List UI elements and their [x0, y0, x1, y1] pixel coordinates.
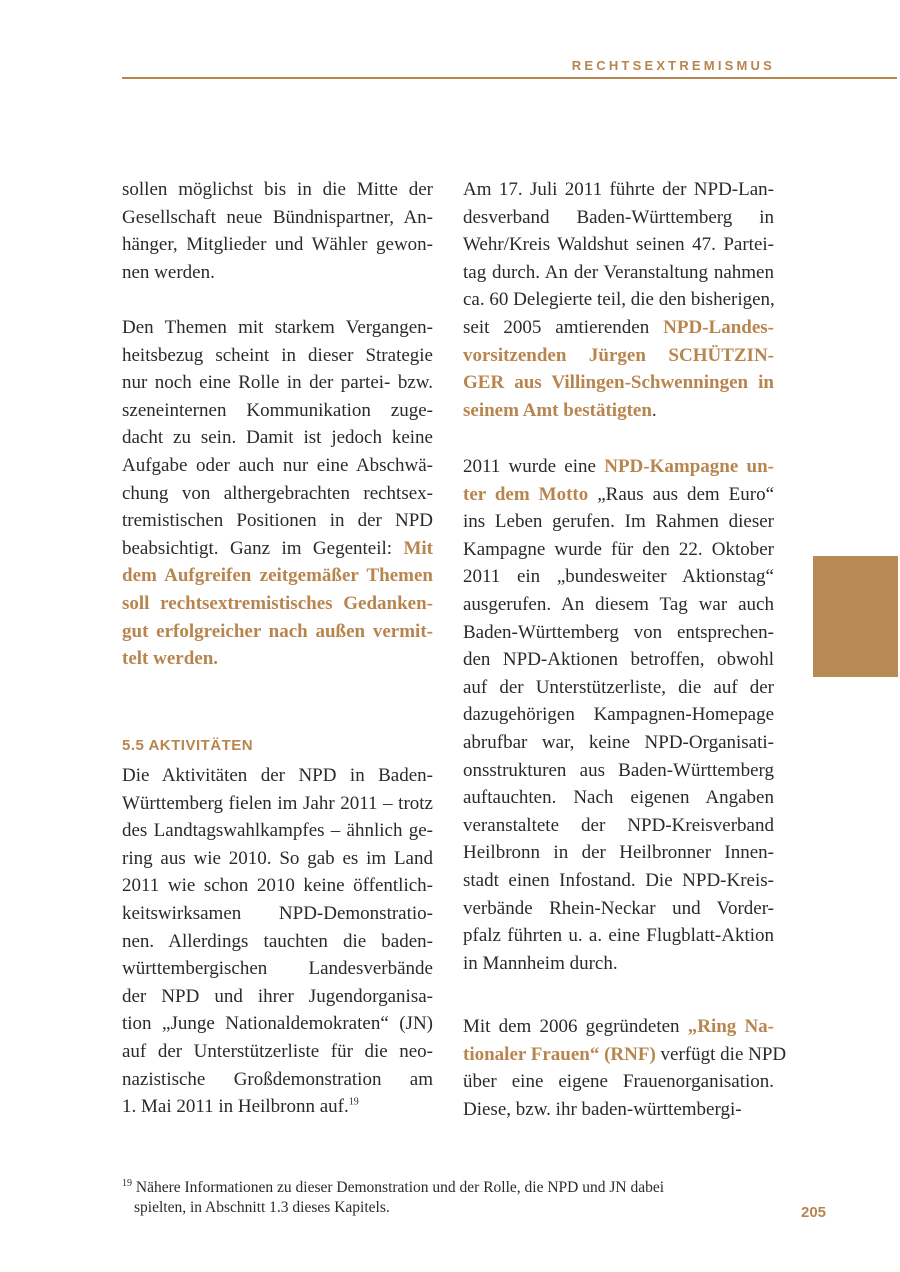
header-rule [122, 77, 897, 79]
text-run: 2011 ein „bundesweiter Aktionstag“ [463, 566, 774, 588]
text-run: Heilbronn in der Heilbronner Innen- [463, 842, 774, 864]
highlighted-text: dem Aufgreifen zeitgemäßer Themen [122, 565, 433, 587]
text-run: Mit dem 2006 gegründeten [463, 1016, 688, 1037]
text-run: Aufgabe oder auch nur eine Abschwä- [122, 454, 433, 476]
text-line [122, 1066, 433, 1094]
text-line [122, 204, 433, 232]
text-run: Den Themen mit starkem Vergangen- [122, 317, 433, 338]
text-run: 2011 wie schon 2010 keine öffentlich- [122, 875, 433, 897]
page-number: 205 [801, 1204, 827, 1221]
text-run: desverband Baden-Württemberg in [463, 206, 774, 228]
highlighted-text: NPD-Kampagne un- [604, 456, 774, 477]
text-line [122, 845, 433, 873]
highlighted-text: soll rechtsextremistisches Gedanken- [122, 592, 433, 614]
text-line [122, 955, 433, 983]
text-run: auftauchten. Nach eigenen Angaben [463, 787, 774, 809]
text-line [122, 762, 433, 790]
text-line [122, 618, 433, 646]
text-run: tion „Junge Nationaldemokraten“ (JN) [122, 1013, 433, 1035]
highlighted-text: gut erfolgreicher nach außen vermit- [122, 620, 433, 642]
text-line [122, 507, 433, 535]
text-run: Die Aktivitäten der NPD in Baden- [122, 765, 433, 786]
text-line [122, 1010, 433, 1038]
text-line [463, 701, 774, 729]
text-run: dacht zu sein. Damit ist jedoch keine [122, 427, 433, 449]
text-line [463, 397, 774, 425]
text-run: heitsbezug scheint in dieser Strategie [122, 344, 433, 366]
text-line [463, 1041, 787, 1069]
text-line [463, 1096, 774, 1124]
text-run: pfalz führten u. a. eine Flugblatt-Aktion [463, 925, 774, 947]
text-run: dazugehörigen Kampagnen-Homepage [463, 704, 774, 726]
text-run: szeneinternen Kommunikation zuge- [122, 399, 433, 421]
text-run: Baden-Württemberg von entsprechen- [463, 621, 774, 643]
text-line [463, 314, 774, 342]
text-line [463, 259, 774, 287]
text-line [463, 950, 774, 978]
text-run: Württemberg fielen im Jahr 2011 – trotz [122, 792, 433, 814]
text-line [463, 536, 774, 564]
text-line [122, 452, 433, 480]
text-run: ins Leben gerufen. Im Rahmen dieser [463, 511, 774, 533]
text-run: seit 2005 amtierenden [463, 316, 664, 338]
text-line [122, 562, 433, 590]
text-run: Am 17. Juli 2011 führte der NPD-Lan- [463, 179, 774, 200]
paragraph [463, 1013, 787, 1123]
text-run: 2011 wurde eine [463, 456, 605, 477]
text-run: auf der Unterstützerliste für die neo- [122, 1040, 433, 1062]
text-run: ca. 60 Delegierte teil, die den bisherigen, [463, 289, 775, 311]
highlighted-text: GER aus Villingen-Schwenningen in [463, 372, 774, 394]
footnote-text: spielten, in Abschnitt 1.3 dieses Kapitels. [134, 1199, 390, 1216]
text-line [463, 563, 774, 591]
text-line [463, 729, 774, 757]
text-line [463, 1013, 774, 1041]
text-run: Gesellschaft neue Bündnispartner, An- [122, 206, 433, 228]
paragraph [463, 453, 774, 977]
highlighted-text: vorsitzenden Jürgen SCHÜTZIN- [463, 344, 774, 366]
text-line [122, 176, 433, 204]
footnote-text: Nähere Informationen zu dieser Demonstration und der Rolle, die NPD und JN dabei [135, 1179, 665, 1196]
text-line [463, 453, 774, 481]
text-run: veranstaltete der NPD-Kreisverband [463, 814, 774, 836]
text-run: ausgerufen. An diesem Tag war auch [463, 593, 774, 615]
text-run: onsstrukturen aus Baden-Württemberg [463, 759, 774, 781]
text-line [122, 369, 433, 397]
text-run: der NPD und ihrer Jugendorganisa- [122, 985, 433, 1007]
text-line [122, 1038, 433, 1066]
text-line [463, 1068, 774, 1096]
highlighted-text: ter dem Motto [463, 483, 589, 505]
text-line [122, 342, 433, 370]
text-run: chung von althergebrachten rechtsex- [122, 482, 433, 504]
text-run: „Raus aus dem Euro“ [588, 483, 774, 505]
text-run: verbände Rhein-Neckar und Vorder- [463, 897, 774, 919]
text-line [122, 817, 433, 845]
text-run: 1. Mai 2011 in Heilbronn auf. [122, 1096, 349, 1118]
text-line [122, 480, 433, 508]
text-run: ring aus wie 2010. So gab es im Land [122, 847, 433, 869]
text-line [122, 983, 433, 1011]
highlighted-text: telt werden. [122, 648, 219, 670]
text-run: auf der Unterstützerliste, die auf der [463, 676, 774, 698]
text-line [463, 481, 774, 509]
paragraph [122, 176, 433, 286]
text-run: nazistische Großdemonstration am [122, 1068, 433, 1090]
text-run: über eine eigene Frauenorganisation. [463, 1071, 774, 1093]
text-run: hänger, Mitglieder und Wähler gewon- [122, 234, 433, 256]
text-line [122, 1093, 433, 1121]
text-run: tremistischen Positionen in der NPD [122, 510, 433, 532]
text-line [122, 231, 433, 259]
text-line [463, 839, 774, 867]
paragraph [122, 314, 433, 673]
text-run: tag durch. An der Veranstaltung nahmen [463, 261, 774, 283]
text-line [122, 424, 433, 452]
text-run: beabsichtigt. Ganz im Gegenteil: [122, 537, 404, 559]
text-line [463, 674, 774, 702]
text-line [463, 619, 774, 647]
text-line [463, 757, 774, 785]
text-run: nur noch eine Rolle in der partei- bzw. [122, 372, 433, 394]
text-line [463, 176, 774, 204]
chapter-tab-marker [813, 556, 898, 677]
highlighted-text: tionaler Frauen“ (RNF) [463, 1043, 656, 1065]
text-line [122, 872, 433, 900]
text-line [122, 535, 433, 563]
text-run: Wehr/Kreis Waldshut seinen 47. Partei- [463, 234, 774, 256]
text-line [122, 259, 433, 287]
text-run: abrufbar war, keine NPD-Organisati- [463, 731, 774, 753]
text-line [122, 790, 433, 818]
text-run: verfügt die NPD [655, 1043, 787, 1065]
paragraph [463, 176, 774, 424]
text-run: des Landtagswahlkampfes – ähnlich ge- [122, 820, 433, 842]
text-line [463, 922, 774, 950]
text-line [122, 397, 433, 425]
text-line [122, 314, 433, 342]
text-line [463, 867, 774, 895]
highlighted-text: „Ring Na- [687, 1016, 774, 1037]
text-line [463, 646, 774, 674]
text-line [463, 591, 774, 619]
paragraph [122, 762, 433, 1121]
section-heading: 5.5 AKTIVITÄTEN [122, 737, 254, 754]
text-run: nen werden. [122, 261, 215, 283]
text-line [463, 895, 774, 923]
text-run: Diese, bzw. ihr baden-württembergi- [463, 1098, 742, 1120]
footnote-reference: 19 [348, 1096, 359, 1108]
text-run: stadt einen Infostand. Die NPD-Kreis- [463, 869, 774, 891]
text-line [463, 286, 774, 314]
text-run: den NPD-Aktionen betroffen, obwohl [463, 649, 774, 671]
text-run: württembergischen Landesverbände [122, 958, 433, 980]
text-run: sollen möglichst bis in die Mitte der [122, 179, 433, 200]
text-line [122, 645, 433, 673]
text-run: keitswirksamen NPD-Demonstratio- [122, 902, 433, 924]
highlighted-text: seinem Amt bestätigten [463, 399, 652, 421]
running-header: RECHTSEXTREMISMUS [571, 58, 775, 73]
text-line [463, 342, 774, 370]
text-line [463, 812, 774, 840]
text-run: in Mannheim durch. [463, 952, 618, 974]
highlighted-text: Mit [403, 537, 433, 559]
text-line [122, 928, 433, 956]
text-run: Kampagne wurde für den 22. Oktober [463, 538, 774, 560]
text-line [122, 590, 433, 618]
text-line [463, 231, 774, 259]
text-run: nen. Allerdings tauchten die baden- [122, 930, 433, 952]
highlighted-text: NPD-Landes- [663, 316, 774, 338]
text-line [463, 508, 774, 536]
text-line [463, 204, 774, 232]
footnote-number: 19 [122, 1177, 132, 1189]
footnote [122, 1178, 772, 1218]
text-line [463, 369, 774, 397]
text-line [463, 784, 774, 812]
text-run: . [651, 399, 657, 421]
text-line [122, 900, 433, 928]
